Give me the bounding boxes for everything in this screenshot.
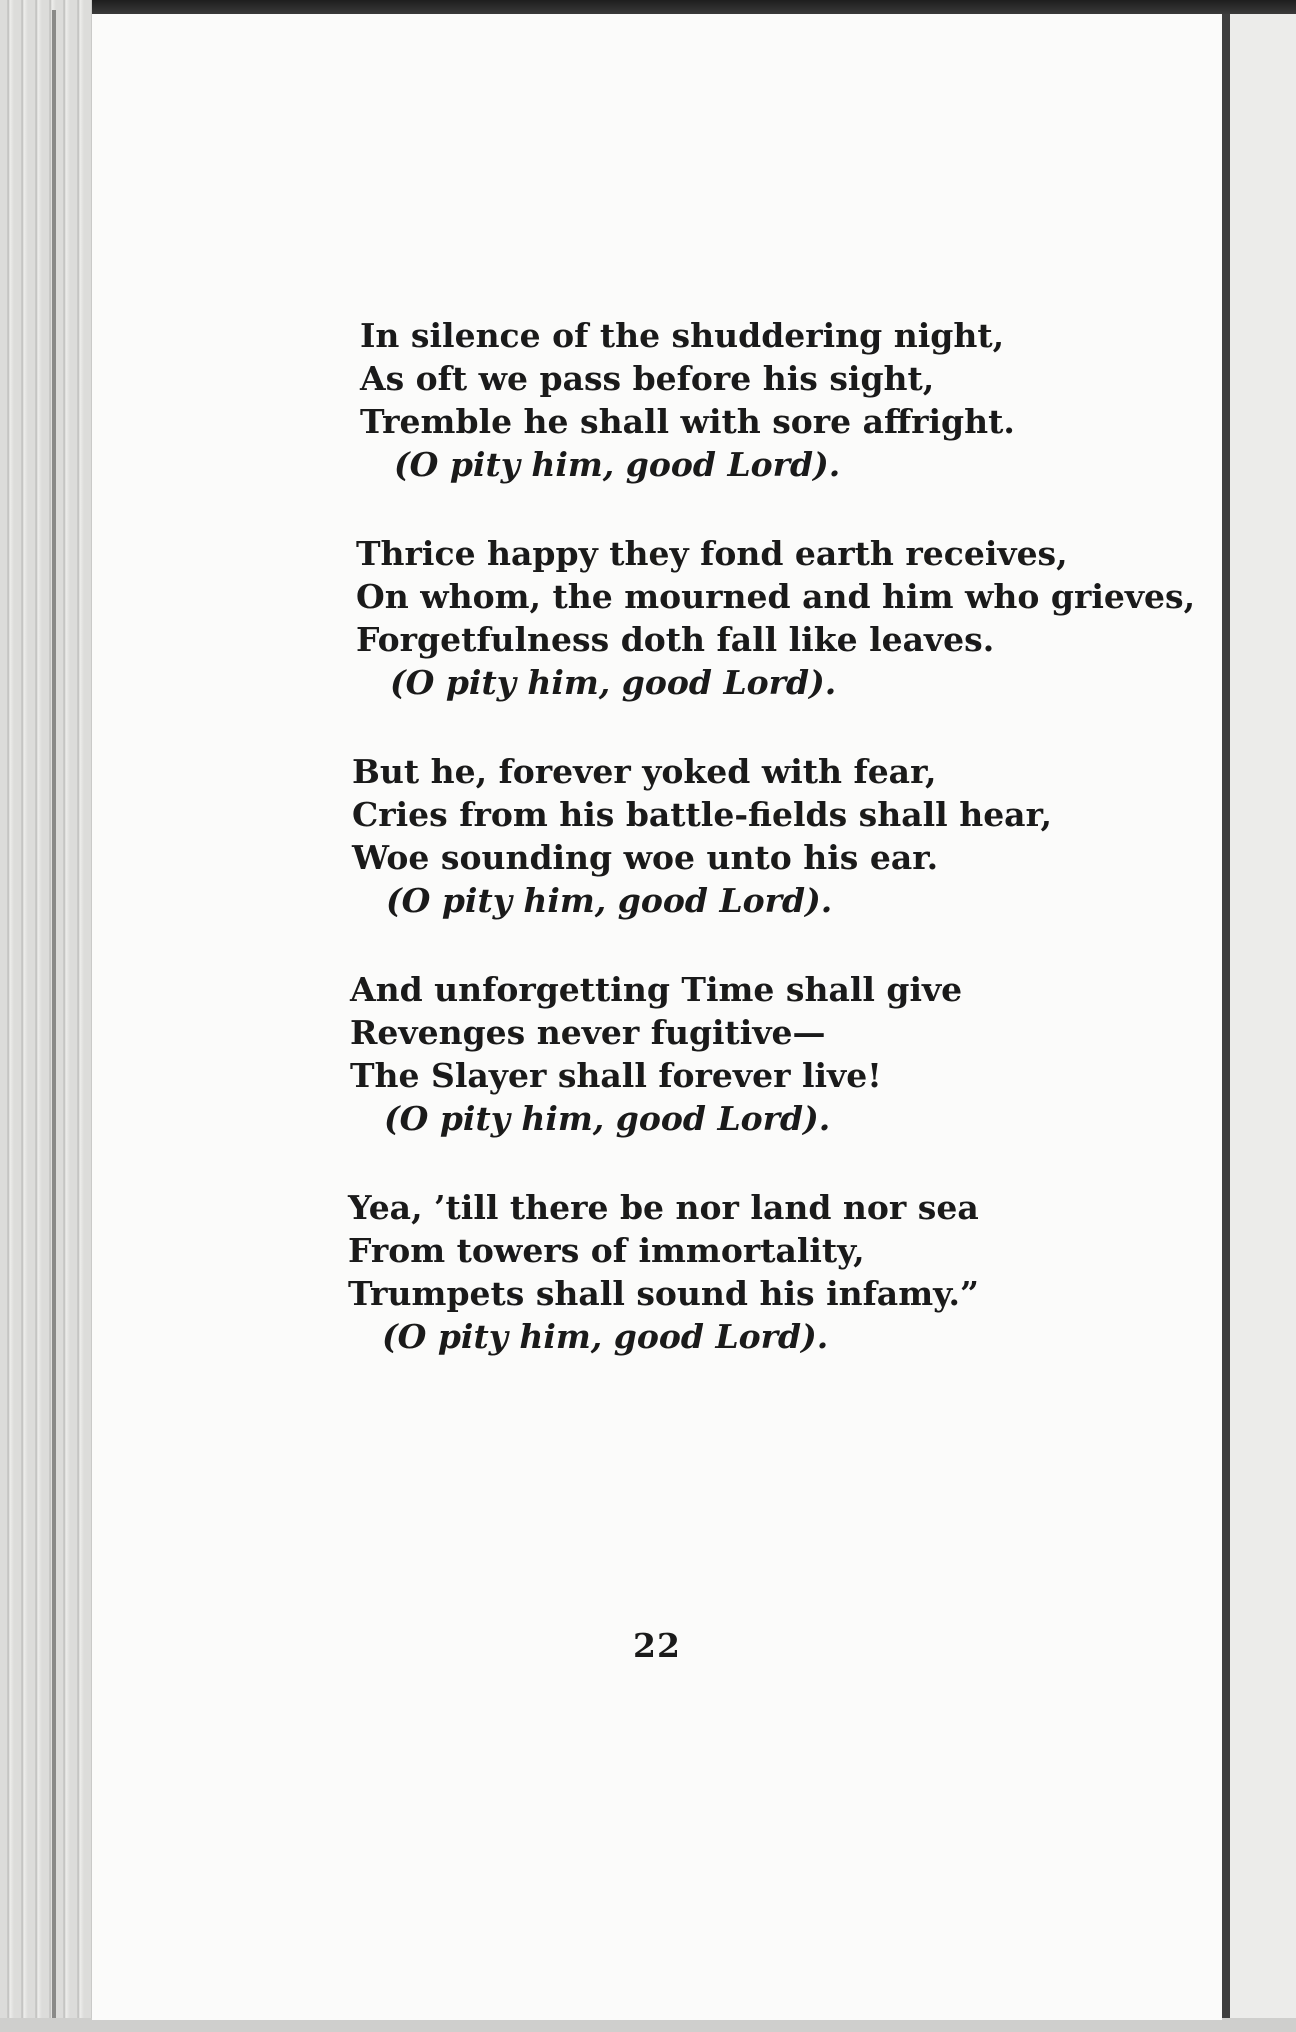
- poem-line: In silence of the shuddering night,: [360, 316, 1005, 355]
- page-number: 22: [633, 1626, 681, 1665]
- poem-refrain: (O pity him, good Lord).: [382, 1317, 829, 1356]
- poem-refrain: (O pity him, good Lord).: [390, 663, 837, 702]
- poem-line: Yea, ’till there be nor land nor sea: [348, 1188, 979, 1227]
- poem-line: And unforgetting Time shall give: [350, 970, 963, 1009]
- scan-bottom-edge: [0, 2018, 1296, 2032]
- poem: [92, 14, 1222, 2020]
- poem-line: The Slayer shall forever live!: [350, 1056, 882, 1095]
- stanza-5: [348, 1186, 979, 1358]
- stanza-2: [356, 532, 1195, 704]
- poem-line: On whom, the mourned and him who grieves,: [356, 577, 1196, 616]
- poem-refrain: (O pity him, good Lord).: [386, 881, 833, 920]
- poem-line: As oft we pass before his sight,: [360, 359, 935, 398]
- poem-line: Trumpets shall sound his infamy.”: [348, 1274, 979, 1313]
- book-page: [92, 14, 1222, 2020]
- stanza-1: [360, 314, 1015, 486]
- scan-top-shadow: [0, 0, 1296, 14]
- stanza-3: [352, 750, 1052, 922]
- poem-refrain: (O pity him, good Lord).: [394, 445, 841, 484]
- stanza-4: [350, 968, 962, 1140]
- poem-line: From towers of immortality,: [348, 1231, 865, 1270]
- facing-page-edge: [1230, 14, 1296, 2020]
- poem-line: But he, forever yoked with fear,: [352, 752, 937, 791]
- book-page-edges: [0, 0, 92, 2032]
- poem-line: Forgetfulness doth fall like leaves.: [356, 620, 995, 659]
- poem-line: Revenges never fugitive—: [350, 1013, 826, 1052]
- poem-line: Thrice happy they fond earth receives,: [356, 534, 1068, 573]
- poem-line: Woe sounding woe unto his ear.: [352, 838, 939, 877]
- poem-line: Cries from his battle-fields shall hear,: [352, 795, 1053, 834]
- book-gutter: [1222, 14, 1230, 2020]
- poem-refrain: (O pity him, good Lord).: [384, 1099, 831, 1138]
- poem-line: Tremble he shall with sore affright.: [360, 402, 1015, 441]
